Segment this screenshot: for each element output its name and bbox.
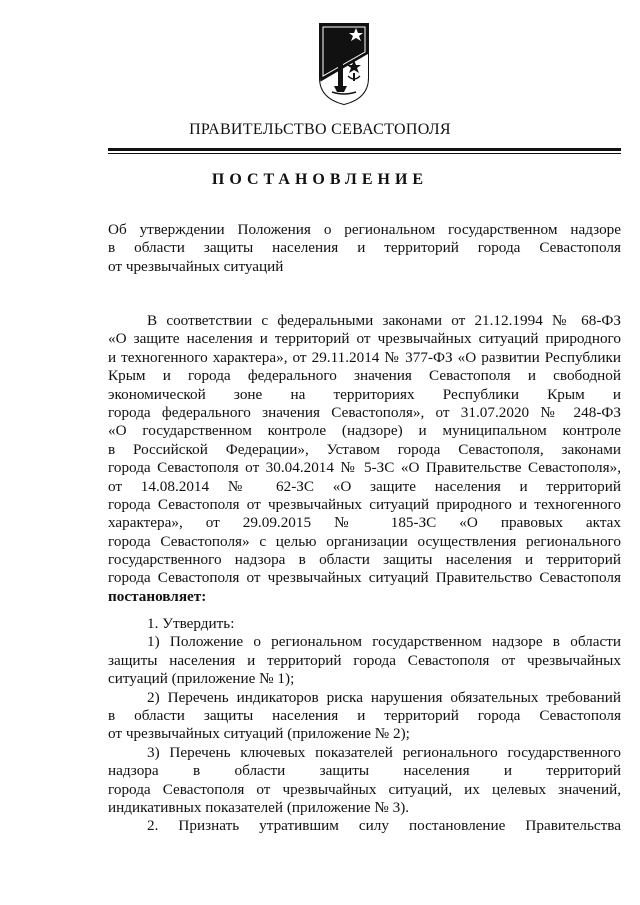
preamble-line: города Севастополя от чрезвычайных ситуаций природного и техногенного bbox=[108, 495, 621, 513]
items-block bbox=[108, 615, 621, 836]
government-title: ПРАВИТЕЛЬСТВО СЕВАСТОПОЛЯ bbox=[189, 121, 451, 138]
preamble-line: города федерального значения Севастополя», от 31.07.2020 № 248-ФЗ bbox=[108, 403, 621, 421]
resolves-word: постановляет: bbox=[108, 587, 207, 605]
item-line: ситуаций (приложение № 1); bbox=[108, 670, 295, 688]
subject-line: Об утверждении Положения о региональном государственном надзоре bbox=[108, 221, 621, 238]
preamble-line: города Севастополя от 30.04.2014 № 5-ЗС «О Правительстве Севастополя», bbox=[108, 459, 621, 477]
header-thick-rule bbox=[108, 148, 621, 151]
preamble-line: характера», от 29.09.2015 № 185-ЗС «О правовых актах bbox=[108, 514, 621, 532]
header-thin-rule bbox=[108, 153, 621, 154]
preamble-line: в Российской Федерации», Уставом города Севастополя, законами bbox=[108, 440, 621, 458]
preamble-line: Крым и города федерального значения Севастополя и свободной bbox=[108, 367, 621, 385]
preamble-line: государственного надзора в области защиты населения и территорий bbox=[108, 551, 621, 569]
subject-block bbox=[108, 221, 621, 276]
item-line: в области защиты населения и территорий города Севастополя bbox=[108, 706, 621, 724]
subject-line: в области защиты населения и территорий города Севастополя bbox=[108, 239, 621, 257]
preamble-line: города Севастополя» с целью организации осуществления регионального bbox=[108, 532, 621, 550]
item-line: 1. Утвердить: bbox=[147, 615, 235, 632]
sevastopol-coat-of-arms-icon bbox=[318, 20, 370, 106]
preamble-line bbox=[108, 588, 621, 606]
preamble-line: «О государственном контроле (надзоре) и муниципальном контроле bbox=[108, 422, 621, 440]
item-line: индикативных показателей (приложение № 3). bbox=[108, 798, 410, 816]
preamble-line: экономической зоне на территориях Республики Крым и bbox=[108, 385, 621, 403]
item-line: 1) Положение о региональном государственном надзоре в области bbox=[147, 633, 621, 651]
item-line: 2. Признать утратившим силу постановление Правительства bbox=[147, 817, 621, 835]
preamble-line: и техногенного характера», от 29.11.2014 № 377-ФЗ «О развитии Республики bbox=[108, 348, 621, 366]
preamble-block bbox=[108, 312, 621, 606]
document-type-title: ПОСТАНОВЛЕНИЕ bbox=[211, 171, 429, 188]
item-line: 2) Перечень индикаторов риска нарушения обязательных требований bbox=[147, 688, 621, 706]
item-line: от чрезвычайных ситуаций (приложение № 2); bbox=[108, 725, 410, 743]
preamble-line: «О защите населения и территорий от чрезвычайных ситуаций природного bbox=[108, 330, 621, 348]
item-line: надзора в области защиты населения и территорий bbox=[108, 762, 621, 780]
item-line: города Севастополя от чрезвычайных ситуаций, их целевых значений, bbox=[108, 780, 621, 798]
item-line: 3) Перечень ключевых показателей регионального государственного bbox=[147, 743, 621, 761]
preamble-line: от 14.08.2014 № 62-ЗС «О защите населения и территорий bbox=[108, 477, 621, 495]
item-line: защиты населения и территорий города Севастополя от чрезвычайных bbox=[108, 651, 621, 669]
subject-line: от чрезвычайных ситуаций bbox=[108, 257, 284, 275]
preamble-line: В соответствии с федеральными законами от 21.12.1994 № 68-ФЗ bbox=[147, 312, 621, 329]
preamble-line: города Севастополя от чрезвычайных ситуаций Правительство Севастополя bbox=[108, 569, 621, 587]
